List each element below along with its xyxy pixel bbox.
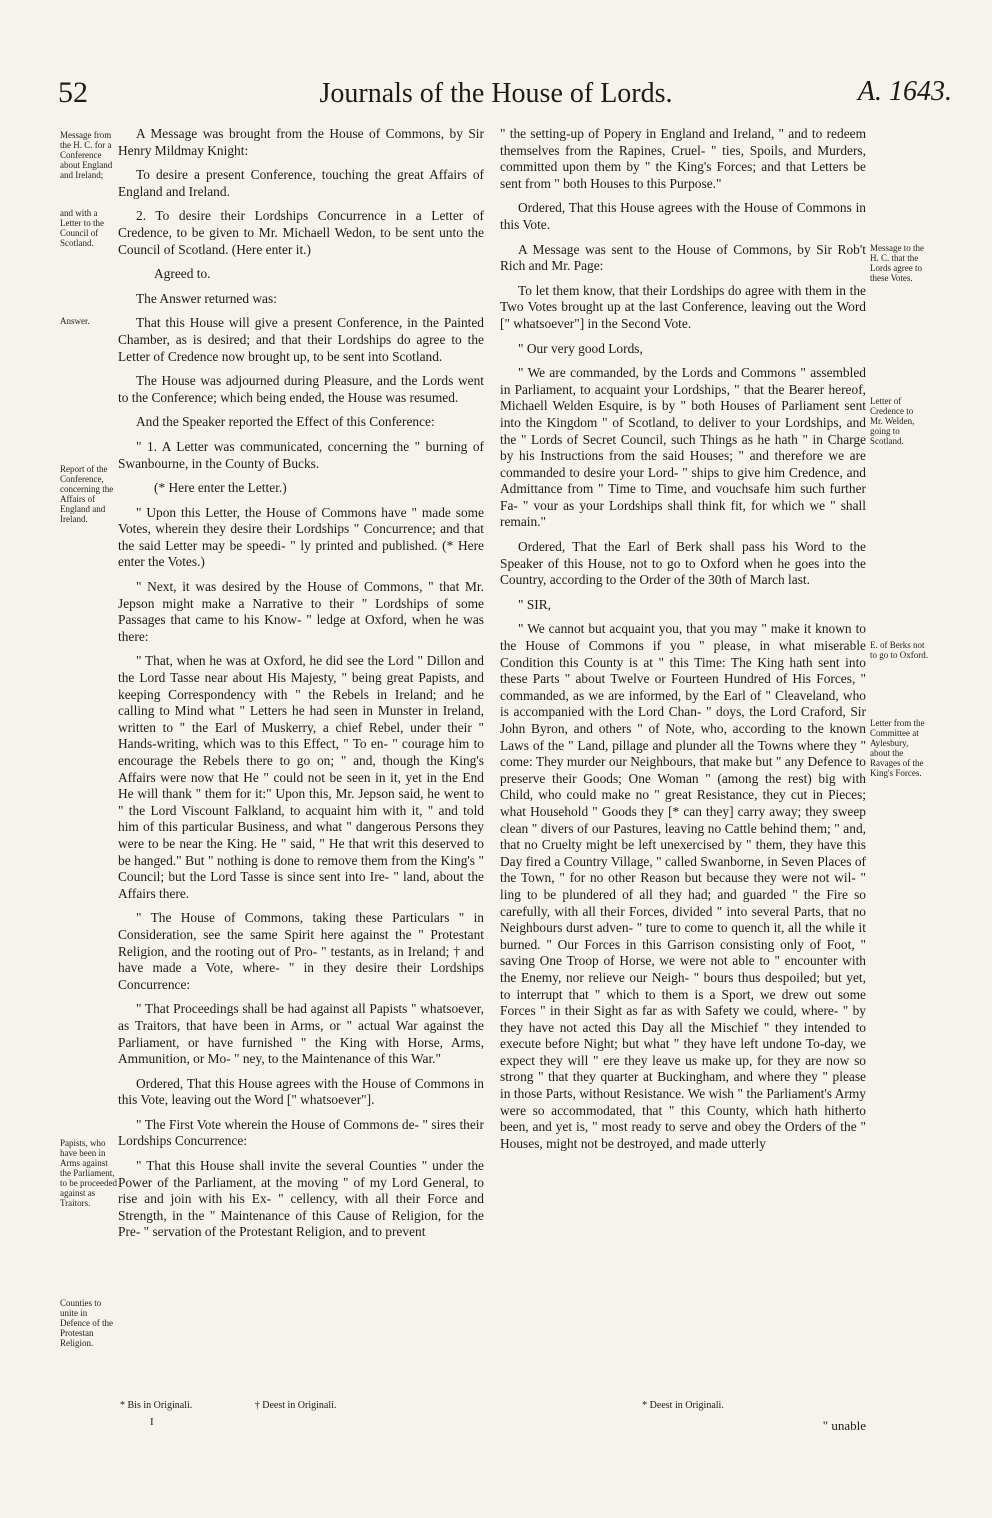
paragraph: A Message was sent to the House of Commons, by Sir Rob't Rich and Mr. Page: (500, 241, 866, 274)
paragraph: " The House of Commons, taking these Particulars " in Consideration, see the same Spirit here against the " Protestant Religion, and the rooting out of Pro- " testants, as in Ireland; † and have made a Vote, where- " in they desire their Lordships Concurrence: (118, 910, 484, 992)
paragraph: " That this House shall invite the several Counties " under the Power of the Parliament, at the moving " of my Lord General, to rise and join with his Ex- " cellency, with all their Force and Strength, in the " Maintenance of this Cause of Religion, for the Pre- " servation of the Protestant Religion, and to prevent (118, 1158, 484, 1240)
paragraph: 2. To desire their Lordships Concurrence in a Letter of Credence, to be given to Mr. Michaell Wedon, to be sent unto the Council of Scotland. (Here enter it.) (118, 208, 484, 257)
margin-note: and with a Letter to the Council of Scotland. (60, 208, 104, 248)
paragraph: And the Speaker reported the Effect of this Conference: (136, 414, 435, 430)
paragraph: Ordered, That this House agrees with the House of Commons in this Vote. (500, 200, 866, 232)
paragraph: " We cannot but acquaint you, that you may " make it known to the House of Commons if you " please, in what miserable Condition this County is at " this Time: The King hath sent into these Parts " about Twelve or Fourteen Hundred of His Forces, " commanded, as we are informed, by the Earl of " Cleaveland, who is accompanied with the Lord Chan- " doys, the Lord Craford, Sir John Byron, and others " of Note, who, according to the known Laws of the " Land, pillage and plunder all the Towns where they " come: They murder our Neighbours, that make but " any Defence to preserve their Goods; One Woman " (among the rest) big with Child, who could make no " great Resistance, they cut in Pieces; what Household " Goods they [* can they] carry away; they sweep clean " divers of our Pastures, leaving no Cattle behind them; " and, that no Cruelty might be left unexercised by " them, they have this Day fired a Country Village, " called Swanborne, in Seven Places of the Town, " for no other Reason but because they were not wil- " ling to be plundered of all they had; and guarded " the Fire so carefully, with all their Forces, divided " into several Parts, that no Neighbours durst adven- " ture to come to quench it, all the while it burned. " Our Forces in this Garrison consisting only of Foot, " saving One Troop of Horse, we were not able to " encounter with the Enemy, nor relieve our Neigh- " bours thus despoiled; but yet, to interrupt that " which to them is a Sport, we drew out some Forces " in their Sight as far as with Safety we could, where- " by they have not acted this Day all the Mischief " they intended to execute before Night; but what " they have left undone To-day, we expect they will " ere they leave us make up, for they are now so strong " that they quarter at Buckingham, and where they " please in those Parts, without Resistance. We wish " the Parliament's Army were so accommodated, that " this County, which hath hitherto been, and yet is, " most ready to serve and obey the Orders of the " Houses, might not be destroyed, and made utterly (500, 621, 866, 1151)
signature-mark: I (150, 1416, 154, 1428)
left-column (118, 126, 484, 1249)
paragraph: " SIR, (518, 596, 551, 612)
page-year: A. 1643. (857, 76, 952, 107)
paragraph: " The First Vote wherein the House of Commons de- " sires their Lordships Concurrence: (118, 1116, 484, 1149)
paragraph: Ordered, That the Earl of Berk shall pass his Word to the Speaker of this House, not to go to Oxford when he goes into the Country, according to the Order of the 30th of March last. (500, 539, 866, 588)
margin-note: E. of Berks not to go to Oxford. (870, 640, 928, 660)
paragraph: " Upon this Letter, the House of Commons have " made some Votes, wherein they desire their Lordships " Concurrence; and that the said Letter may be speedi- " ly printed and published. (* Here enter the Votes.) (118, 504, 484, 570)
margin-note: Answer. (60, 316, 90, 326)
margin-note: Message to the H. C. that the Lords agree to these Votes. (870, 243, 924, 283)
margin-note: Report of the Conference, concerning the Affairs of England and Ireland. (60, 464, 114, 524)
right-column (500, 126, 866, 1160)
paragraph: " We are commanded, by the Lords and Commons " assembled in Parliament, to acquaint your Lordships, " that the Bearer hereof, Michaell Welden Esquire, is by " both Houses of Parliament sent into the Kingdom " of Scotland, to deliver to your Lordships, and the " Lords of Secret Council, such Things as he hath " in Charge by his Instructions from the said Houses; " and therefore we are commanded to desire your Lord- " ships to give him Credence, and Admittance from " Time to Time, and vouchsafe him such further Fa- " vour as your Lordships shall think fit, for which we " shall remain." (500, 365, 866, 530)
paragraph: " Our very good Lords, (518, 340, 643, 356)
paragraph: The House was adjourned during Pleasure, and the Lords went to the Conference; which being ended, the House was resumed. (118, 373, 484, 405)
paragraph: Agreed to. (154, 266, 211, 282)
page-number: 52 (58, 76, 88, 109)
footnote: * Bis in Originali. (120, 1400, 193, 1411)
paragraph: That this House will give a present Conference, in the Painted Chamber, as is desired; and that their Lordships do agree to the Letter of Credence now brought up, to be sent into Scotland. (118, 315, 484, 364)
footnotes-left (120, 1400, 486, 1411)
paragraph: (* Here enter the Letter.) (154, 480, 287, 496)
paragraph: To desire a present Conference, touching the great Affairs of England and Ireland. (118, 167, 484, 199)
paragraph: " 1. A Letter was communicated, concerning the " burning of Swanbourne, in the County of Bucks. (118, 438, 484, 471)
margin-note: Counties to unite in Defence of the Protestan Religion. (60, 1298, 113, 1348)
paragraph: Ordered, That this House agrees with the House of Commons in this Vote, leaving out the Word [" whatsoever"]. (118, 1075, 484, 1108)
paragraph: " the setting-up of Popery in England and Ireland, " and to redeem themselves from the Rapines, Cruel- " ties, Spoils, and Murders, committed upon them by " the King's Forces; and that Letters be sent from " both Houses to this Purpose." (500, 126, 866, 191)
footnote-right: * Deest in Originali. (642, 1400, 724, 1411)
page-title: Journals of the House of Lords. (319, 78, 673, 109)
paragraph: To let them know, that their Lordships do agree with them in the Two Votes brought up at the last Conference, leaving out the Word [" whatsoever"] in the Second Vote. (500, 282, 866, 331)
page-header (0, 76, 992, 116)
paragraph: The Answer returned was: (136, 290, 277, 306)
paragraph: " That, when he was at Oxford, he did see the Lord " Dillon and the Lord Tasse near about His Majesty, " being great Papists, and keeping Correspondency with " the Rebels in Ireland; and he calling to Mind what " Letters he had seen in Munster in Ireland, written to " the Earl of Muskerry, a chief Rebel, under their " Hands-writing, which was to this Effect, " To en- " courage him to encourage the Rebels there to go on; " and, though the King's Affairs were now that He " could not be seen in it, yet in the End He will thank " them for it:" Upon this, Mr. Jepson said, he went to " the Lord Viscount Falkland, to acquaint him with it, " and told him of this particular Business, and what " dangerous Persons they were to be near the King. He " said, " He that writ this deserved to be hanged." But " nothing is done to remove them from the King's " Council; but the Lord Tasse is since sent into Ire- " land, about the Affairs there. (118, 653, 484, 901)
margin-note: Message from the H. C. for a Conference about England and Ireland; (60, 130, 113, 180)
paragraph: " That Proceedings shall be had against all Papists " whatsoever, as Traitors, that have been in Arms, or " actual War against the Parliament, or have furnished " the King with Horse, Arms, Ammunition, or Mo- " ney, to the Maintenance of this War." (118, 1001, 484, 1067)
margin-note: Papists, who have been in Arms against the Parliament, to be proceeded against as Traitors. (60, 1138, 117, 1208)
margin-note: Letter from the Committee at Aylesbury, about the Ravages of the King's Forces. (870, 718, 925, 778)
footnote: † Deest in Originali. (254, 1400, 337, 1411)
paragraph: A Message was brought from the House of Commons, by Sir Henry Mildmay Knight: (118, 126, 484, 158)
margin-note: Letter of Credence to Mr. Welden, going to Scotland. (870, 396, 915, 446)
paragraph: " Next, it was desired by the House of Commons, " that Mr. Jepson might make a Narrative to their " Lordships of some Passages that came to his Know- " ledge at Oxford, when he was there: (118, 579, 484, 644)
catchword: " unable (822, 1418, 866, 1433)
